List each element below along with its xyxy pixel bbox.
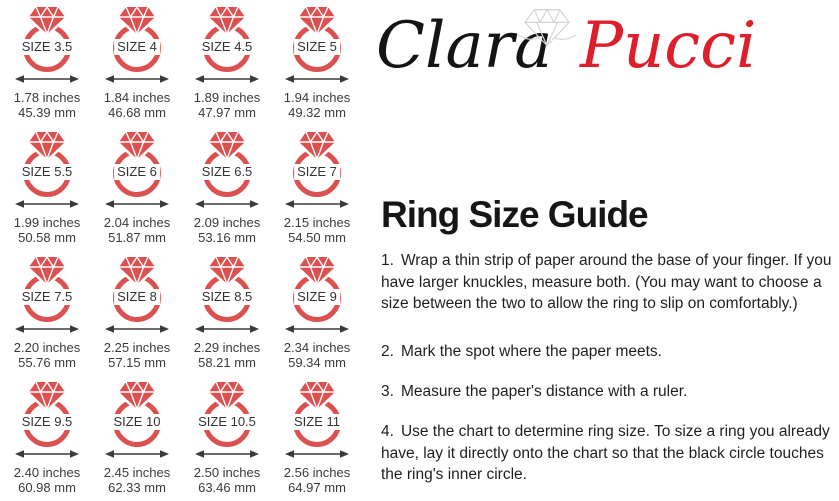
ring-size-label: SIZE 6 [114, 164, 160, 180]
ring-size-label: SIZE 5 [294, 39, 340, 55]
ring-mm: 62.33 mm [108, 480, 166, 495]
step-text: Use the chart to determine ring size. To size a ring you already have, lay it directly onto the chart so that the black circle touches the ring's inner circle. [381, 423, 830, 483]
ring-inches: 1.94 inches [283, 90, 351, 105]
ring-inches: 2.29 inches [193, 340, 261, 355]
ring-size-label: SIZE 8 [114, 289, 160, 305]
ring-size-label: SIZE 11 [291, 414, 343, 430]
ring-mm: 54.50 mm [288, 230, 346, 245]
brand-name-clara: Clara [376, 9, 553, 83]
ring-mm: 63.46 mm [198, 480, 256, 495]
ring-size-label: SIZE 4 [114, 39, 160, 55]
step-text: Wrap a thin strip of paper around the base of your finger. If you have larger knuckles, measure both. (You may want to choose a size between the two to allow the ring to slip on comfortably.) [381, 252, 832, 312]
guide-step [381, 381, 839, 403]
ring-inches: 2.34 inches [283, 340, 351, 355]
ring-inches: 1.99 inches [13, 215, 81, 230]
ring-inches: 2.56 inches [283, 465, 351, 480]
ring-inches: 2.04 inches [103, 215, 171, 230]
ring-inches: 2.20 inches [13, 340, 81, 355]
ring-mm: 46.68 mm [108, 105, 166, 120]
ring-mm: 57.15 mm [108, 355, 166, 370]
ring-mm: 60.98 mm [18, 480, 76, 495]
step-text: Mark the spot where the paper meets. [400, 343, 662, 360]
guide-title: Ring Size Guide [381, 194, 648, 235]
ring-mm: 47.97 mm [198, 105, 256, 120]
ring-mm: 51.87 mm [108, 230, 166, 245]
ring-mm: 58.21 mm [198, 355, 256, 370]
ring-mm: 53.16 mm [198, 230, 256, 245]
ring-size-label: SIZE 7.5 [19, 289, 76, 305]
ring-mm: 45.39 mm [18, 105, 76, 120]
ring-inches: 2.40 inches [13, 465, 81, 480]
ring-size-label: SIZE 7 [294, 164, 340, 180]
ring-mm: 49.32 mm [288, 105, 346, 120]
ring-inches: 2.50 inches [193, 465, 261, 480]
ring-mm: 64.97 mm [288, 480, 346, 495]
ring-mm: 50.58 mm [18, 230, 76, 245]
guide-step [381, 341, 839, 363]
guide-step [381, 250, 839, 315]
ring-mm: 59.34 mm [288, 355, 346, 370]
ring-inches: 2.15 inches [283, 215, 351, 230]
ring-size-label: SIZE 9.5 [19, 414, 76, 430]
ring-size-label: SIZE 10 [111, 414, 164, 430]
ring-inches: 1.84 inches [103, 90, 171, 105]
ring-inches: 2.45 inches [103, 465, 171, 480]
ring-size-label: SIZE 5.5 [19, 164, 76, 180]
brand-name-pucci: Pucci [580, 9, 757, 83]
step-text: Measure the paper's distance with a ruler. [400, 383, 688, 400]
ring-inches: 2.09 inches [193, 215, 261, 230]
ring-size-label: SIZE 6.5 [199, 164, 256, 180]
ring-inches: 1.89 inches [193, 90, 261, 105]
step-number: 2. [381, 343, 394, 360]
step-number: 4. [381, 423, 394, 440]
guide-step [381, 421, 839, 486]
ring-size-label: SIZE 3.5 [19, 39, 76, 55]
ring-mm: 55.76 mm [18, 355, 76, 370]
ring-size-label: SIZE 8.5 [199, 289, 256, 305]
ring-size-label: SIZE 4.5 [199, 39, 256, 55]
step-number: 3. [381, 383, 394, 400]
ring-inches: 1.78 inches [13, 90, 81, 105]
ring-size-label: SIZE 9 [294, 289, 340, 305]
ring-inches: 2.25 inches [103, 340, 171, 355]
step-number: 1. [381, 252, 394, 269]
ring-size-label: SIZE 10.5 [195, 414, 259, 430]
